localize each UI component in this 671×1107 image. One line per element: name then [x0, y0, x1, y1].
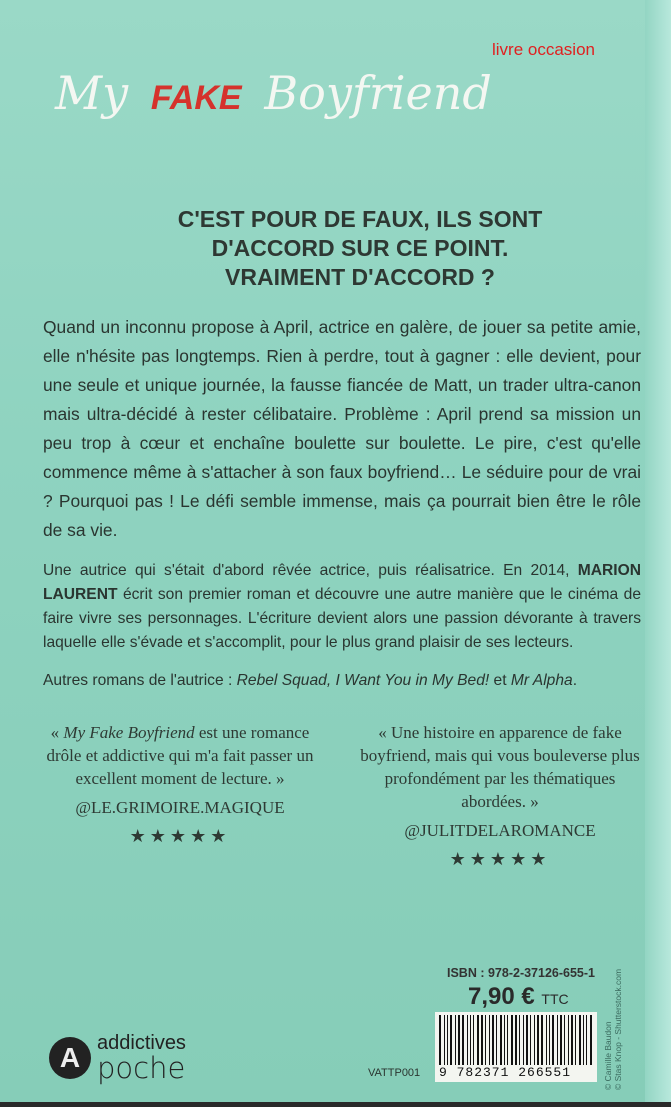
barcode-bar [455, 1015, 456, 1065]
barcode-bar [489, 1015, 490, 1065]
star-rating: ★★★★★ [449, 849, 551, 869]
publisher-name [97, 1033, 186, 1083]
credit-line: © Stas Knop - Shutterstock.com [613, 968, 623, 1090]
bio-text: Une autrice qui s'était d'abord rêvée actrice, puis réalisatrice. En 2014, [43, 562, 578, 579]
main-text [43, 205, 641, 870]
barcode [435, 1012, 597, 1082]
headline [60, 205, 660, 292]
barcode-bar [511, 1015, 513, 1065]
bottom-edge [0, 1102, 671, 1107]
synopsis: Quand un inconnu propose à April, actrice en galère, de jouer sa petite amie, elle n'hésite pas longtemps. Rien à perdre, tout à gagner : elle devient, pour une seule et unique journée, la fausse fiancée de Matt, un trader ultra-canon mais ultra-décidé à rester célibataire. Problème : April prend sa mission un peu trop à cœur et enchaîne boulette sur boulette. Le pire, c'est qu'elle commence même à s'attacher à son faux boyfriend… Le séduire pour de vrai ? Pourquoi pas ! Le défi semble immense, mais ça pourrait bien être le rôle de sa vie. [43, 317, 641, 540]
barcode-bar [477, 1015, 480, 1065]
joiner: et [489, 672, 511, 689]
publisher-logo [49, 1033, 186, 1083]
review-quotes [35, 721, 645, 870]
author-name: MARION LAURENT [43, 562, 641, 603]
barcode-bar [541, 1015, 543, 1065]
bio-text: écrit son premier roman et découvre une autre manière que le cinéma de faire vivre ses personnages. L'écriture devient alors une passion dévorante à travers laquelle elle s'évade et s'accomplit, pour le plus grand plaisir de ses lecteurs. [43, 586, 641, 651]
barcode-bar [439, 1015, 441, 1065]
barcode-bar [586, 1015, 587, 1065]
barcode-bar [496, 1015, 497, 1065]
other-novels [43, 669, 641, 693]
barcode-bars [439, 1015, 593, 1065]
reviewer-handle: @JULITDELAROMANCE [404, 821, 596, 840]
isbn: ISBN : 978-2-37126-655-1 [447, 966, 595, 980]
barcode-bar [450, 1015, 453, 1065]
barcode-bar [534, 1015, 535, 1065]
barcode-bar [447, 1015, 448, 1065]
barcode-bar [537, 1015, 539, 1065]
author-bio [43, 559, 641, 655]
novel-titles: Rebel Squad, I Want You in My Bed! [236, 672, 490, 689]
headline-line: VRAIMENT D'ACCORD ? [225, 264, 495, 290]
headline-line: D'ACCORD SUR CE POINT. [211, 235, 509, 261]
title-boyfriend: Boyfriend [264, 66, 492, 120]
barcode-bar [575, 1015, 576, 1065]
reference-code: VATTP001 [368, 1067, 421, 1079]
barcode-bar [530, 1015, 531, 1065]
barcode-bar [568, 1015, 569, 1065]
quote-open: « [50, 723, 64, 742]
cover-edge [645, 0, 671, 1107]
barcode-bar [492, 1015, 494, 1065]
publisher-line1: addictives [97, 1032, 186, 1054]
barcode-number: 9 782371 266551 [439, 1065, 572, 1080]
barcode-bar [458, 1015, 460, 1065]
barcode-bar [507, 1015, 508, 1065]
barcode-bar [523, 1015, 524, 1065]
barcode-bar [571, 1015, 573, 1065]
barcode-bar [546, 1015, 547, 1065]
barcode-bar [481, 1015, 483, 1065]
barcode-bar [473, 1015, 474, 1065]
barcode-bar [444, 1015, 445, 1065]
price-amount: 7,90 € [468, 983, 535, 1010]
barcode-bar [485, 1015, 486, 1065]
title-fake: FAKE [150, 79, 242, 117]
book-title [55, 66, 635, 126]
novel-title: Mr Alpha [510, 672, 573, 689]
review-quote [355, 721, 645, 870]
barcode-bar [560, 1015, 562, 1065]
quote-text [35, 721, 325, 790]
suffix: . [572, 672, 578, 689]
barcode-bar [590, 1015, 592, 1065]
quote-book-title: My Fake Boyfriend [63, 723, 195, 742]
publisher-line2: poche [97, 1051, 186, 1085]
barcode-bar [552, 1015, 555, 1065]
barcode-bar [515, 1015, 517, 1065]
barcode-bar [583, 1015, 584, 1065]
credit-line: © Camille Baudon [603, 1021, 613, 1090]
barcode-bar [564, 1015, 565, 1065]
barcode-bar [462, 1015, 464, 1065]
publisher-logo-icon: A [49, 1037, 91, 1079]
barcode-bar [526, 1015, 529, 1065]
star-rating: ★★★★★ [129, 826, 231, 846]
barcode-bar [557, 1015, 558, 1065]
headline-line: C'EST POUR DE FAUX, ILS SONT [177, 206, 543, 232]
quote-body: est une romance drôle et addictive qui m'a fait passer un excellent moment de lecture. » [46, 723, 314, 788]
barcode-bar [504, 1015, 505, 1065]
barcode-bar [519, 1015, 520, 1065]
barcode-bar [470, 1015, 471, 1065]
photo-credits [603, 969, 623, 1090]
price [468, 983, 569, 1013]
watermark-label: livre occasion [492, 40, 595, 59]
title-my: My [55, 66, 129, 120]
barcode-bar [500, 1015, 503, 1065]
quote-text: « Une histoire en apparence de fake boyfriend, mais qui vous bouleverse plus profondément par les thématiques abordées. » [360, 723, 640, 811]
price-tax: TTC [541, 991, 569, 1007]
review-quote [35, 721, 325, 870]
barcode-bar [579, 1015, 582, 1065]
reviewer-handle: @LE.GRIMOIRE.MAGIQUE [75, 798, 285, 817]
barcode-bar [467, 1015, 468, 1065]
barcode-bar [549, 1015, 550, 1065]
other-novels-prefix: Autres romans de l'autrice : [43, 672, 237, 689]
